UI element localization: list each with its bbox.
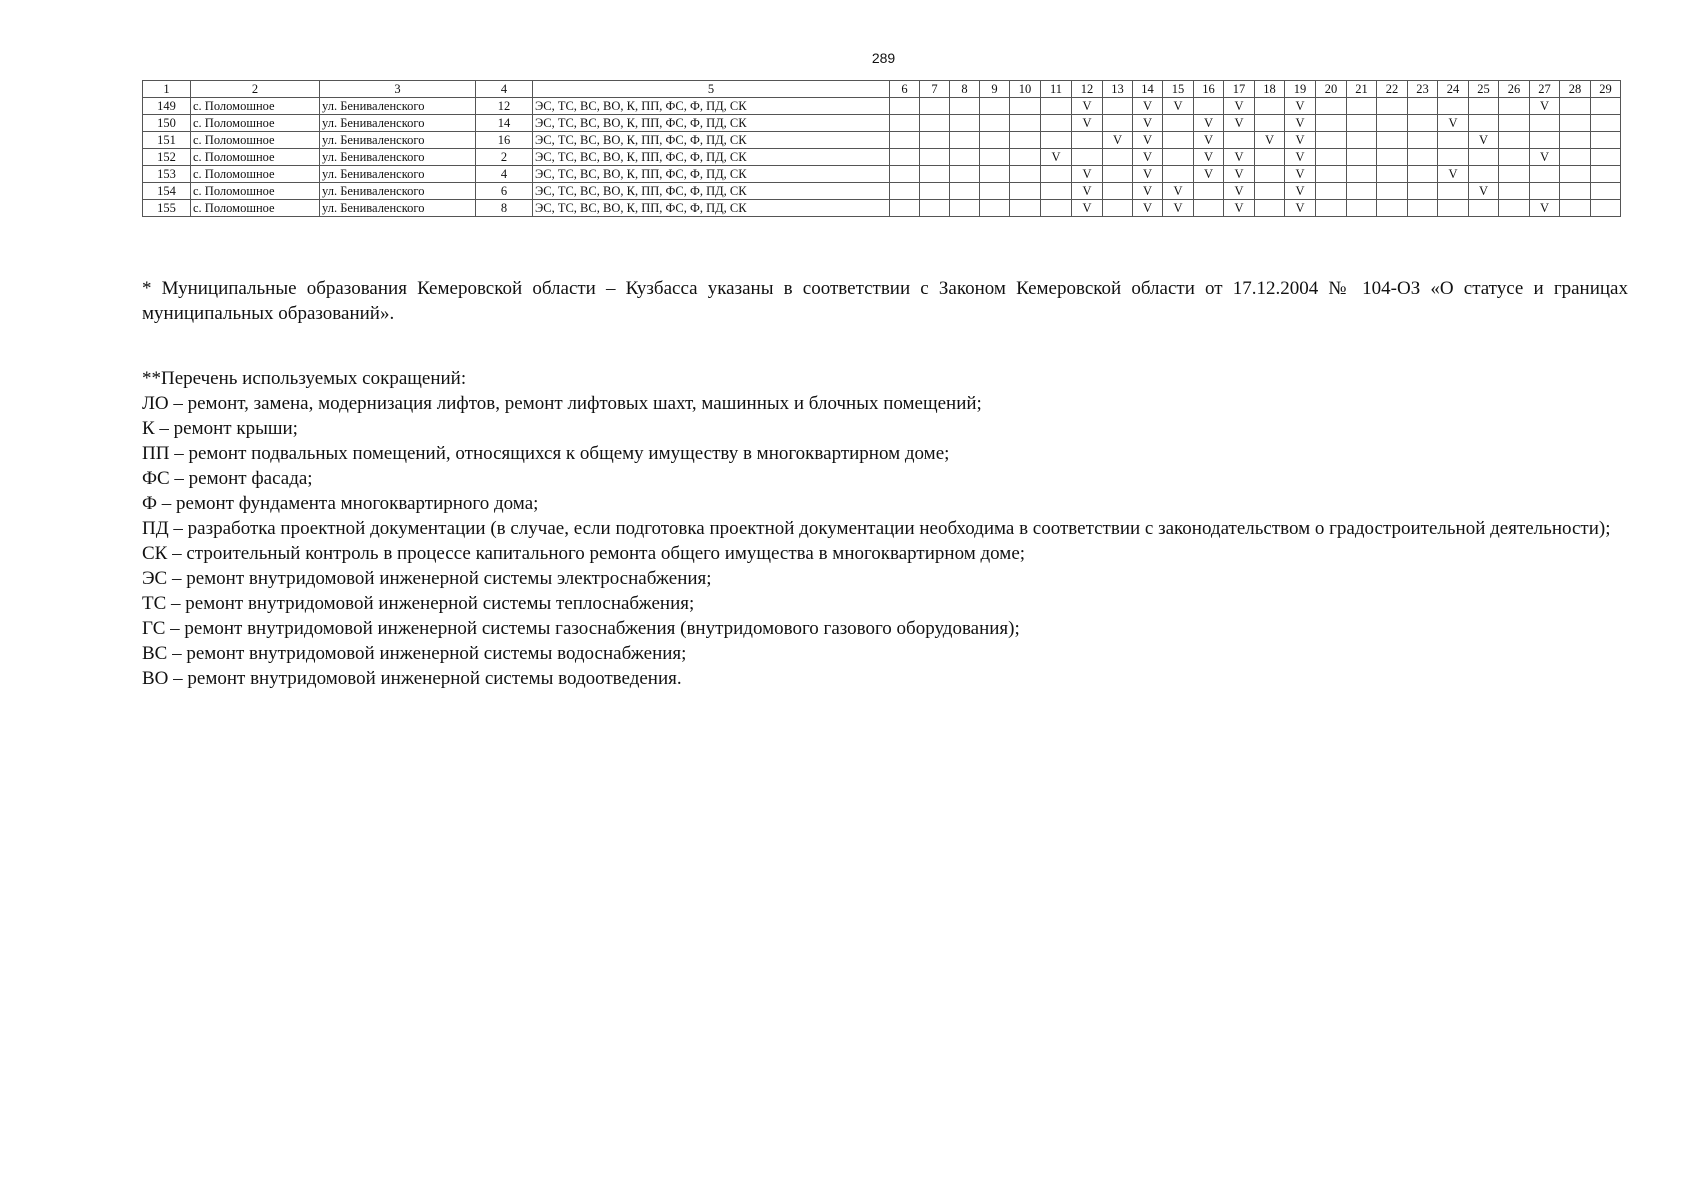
- table-body: [143, 81, 1621, 217]
- mark-cell: [1530, 115, 1560, 132]
- footnote-municipal: [142, 276, 1628, 326]
- house-number-cell: 6: [476, 183, 533, 200]
- header-cell: 5: [533, 81, 890, 98]
- mark-cell: [1591, 166, 1621, 183]
- mark-cell: [1438, 200, 1469, 217]
- mark-cell: [1347, 115, 1377, 132]
- mark-cell: [1163, 149, 1194, 166]
- header-cell: 27: [1530, 81, 1560, 98]
- mark-cell: [1316, 166, 1347, 183]
- table-header-row: [143, 81, 1621, 98]
- house-number-cell: 14: [476, 115, 533, 132]
- mark-cell: [1041, 132, 1072, 149]
- mark-cell: V: [1133, 200, 1163, 217]
- mark-cell: [1347, 166, 1377, 183]
- mark-cell: [1469, 200, 1499, 217]
- mark-cell: [1316, 200, 1347, 217]
- mark-cell: [1103, 166, 1133, 183]
- mark-cell: [1499, 166, 1530, 183]
- mark-cell: V: [1133, 183, 1163, 200]
- works-cell: ЭС, ТС, ВС, ВО, К, ПП, ФС, Ф, ПД, СК: [533, 98, 890, 115]
- header-cell: 28: [1560, 81, 1591, 98]
- abbreviation-item: СК – строительный контроль в процессе капитального ремонта общего имущества в многоквартирном доме;: [142, 543, 1026, 564]
- mark-cell: V: [1194, 132, 1224, 149]
- mark-cell: [1194, 98, 1224, 115]
- works-cell: ЭС, ТС, ВС, ВО, К, ПП, ФС, Ф, ПД, СК: [533, 132, 890, 149]
- mark-cell: [1041, 166, 1072, 183]
- mark-cell: [1347, 98, 1377, 115]
- mark-cell: [890, 98, 920, 115]
- mark-cell: V: [1530, 200, 1560, 217]
- mark-cell: [1377, 98, 1408, 115]
- works-cell: ЭС, ТС, ВС, ВО, К, ПП, ФС, Ф, ПД, СК: [533, 200, 890, 217]
- header-cell: 9: [980, 81, 1010, 98]
- footnote-text: * Муниципальные образования Кемеровской области – Кузбасса указаны в соответствии с Законом Кемеровской области от 17.12.2004 № 104-ОЗ «О статусе и границах муниципальных образований».: [142, 278, 1628, 324]
- mark-cell: [1103, 200, 1133, 217]
- page-number: 289: [871, 50, 896, 66]
- row-number-cell: 152: [143, 149, 191, 166]
- mark-cell: V: [1285, 98, 1316, 115]
- row-number-cell: 149: [143, 98, 191, 115]
- table-row: [143, 149, 1621, 166]
- mark-cell: [1499, 200, 1530, 217]
- table-row: [143, 98, 1621, 115]
- mark-cell: V: [1041, 149, 1072, 166]
- abbreviation-item: ЭС – ремонт внутридомовой инженерной системы электроснабжения;: [142, 568, 712, 589]
- mark-cell: [1469, 115, 1499, 132]
- mark-cell: [1347, 200, 1377, 217]
- mark-cell: V: [1255, 132, 1285, 149]
- mark-cell: [950, 183, 980, 200]
- abbreviation-item: Ф – ремонт фундамента многоквартирного дома;: [142, 493, 539, 514]
- header-cell: 3: [320, 81, 476, 98]
- abbreviation-item: ПД – разработка проектной документации (в случае, если подготовка проектной документации необходима в соответствии с законодательством о градостроительной деятельности);: [142, 518, 1611, 539]
- mark-cell: [1224, 132, 1255, 149]
- abbreviation-item: ПП – ремонт подвальных помещений, относящихся к общему имуществу в многоквартирном доме;: [142, 443, 950, 464]
- mark-cell: [1010, 98, 1041, 115]
- mark-cell: V: [1285, 115, 1316, 132]
- header-cell: 10: [1010, 81, 1041, 98]
- mark-cell: [1072, 149, 1103, 166]
- header-cell: 29: [1591, 81, 1621, 98]
- mark-cell: [1255, 115, 1285, 132]
- works-cell: ЭС, ТС, ВС, ВО, К, ПП, ФС, Ф, ПД, СК: [533, 166, 890, 183]
- street-cell: ул. Бениваленского: [320, 183, 476, 200]
- mark-cell: [1103, 183, 1133, 200]
- mark-cell: V: [1194, 166, 1224, 183]
- mark-cell: [1560, 200, 1591, 217]
- header-cell: 25: [1469, 81, 1499, 98]
- mark-cell: [890, 115, 920, 132]
- mark-cell: V: [1072, 183, 1103, 200]
- mark-cell: V: [1194, 115, 1224, 132]
- mark-cell: V: [1133, 115, 1163, 132]
- header-cell: 7: [920, 81, 950, 98]
- mark-cell: [950, 132, 980, 149]
- table-row: [143, 200, 1621, 217]
- mark-cell: [1499, 98, 1530, 115]
- mark-cell: [1041, 98, 1072, 115]
- mark-cell: V: [1072, 166, 1103, 183]
- mark-cell: [1041, 115, 1072, 132]
- mark-cell: [1591, 132, 1621, 149]
- mark-cell: [1377, 200, 1408, 217]
- mark-cell: [920, 98, 950, 115]
- mark-cell: [1560, 149, 1591, 166]
- mark-cell: [1103, 149, 1133, 166]
- mark-cell: [950, 200, 980, 217]
- row-number-cell: 155: [143, 200, 191, 217]
- street-cell: ул. Бениваленского: [320, 149, 476, 166]
- mark-cell: [1041, 200, 1072, 217]
- house-number-cell: 4: [476, 166, 533, 183]
- mark-cell: [1438, 132, 1469, 149]
- mark-cell: [1469, 149, 1499, 166]
- mark-cell: V: [1133, 149, 1163, 166]
- abbreviation-item: ЛО – ремонт, замена, модернизация лифтов, ремонт лифтовых шахт, машинных и блочных помещений;: [142, 393, 982, 414]
- mark-cell: [1499, 183, 1530, 200]
- mark-cell: [1591, 115, 1621, 132]
- mark-cell: V: [1285, 200, 1316, 217]
- settlement-cell: с. Поломошное: [191, 98, 320, 115]
- mark-cell: [1591, 149, 1621, 166]
- mark-cell: [1377, 183, 1408, 200]
- mark-cell: V: [1163, 98, 1194, 115]
- mark-cell: [1408, 115, 1438, 132]
- street-cell: ул. Бениваленского: [320, 98, 476, 115]
- mark-cell: [980, 149, 1010, 166]
- mark-cell: [980, 132, 1010, 149]
- mark-cell: V: [1163, 183, 1194, 200]
- mark-cell: [1560, 98, 1591, 115]
- mark-cell: V: [1285, 166, 1316, 183]
- header-cell: 2: [191, 81, 320, 98]
- mark-cell: V: [1285, 183, 1316, 200]
- works-cell: ЭС, ТС, ВС, ВО, К, ПП, ФС, Ф, ПД, СК: [533, 183, 890, 200]
- row-number-cell: 153: [143, 166, 191, 183]
- mark-cell: V: [1224, 166, 1255, 183]
- mark-cell: [1347, 149, 1377, 166]
- mark-cell: V: [1438, 166, 1469, 183]
- mark-cell: [1560, 115, 1591, 132]
- mark-cell: V: [1103, 132, 1133, 149]
- mark-cell: [1591, 183, 1621, 200]
- mark-cell: [980, 166, 1010, 183]
- mark-cell: [1316, 132, 1347, 149]
- mark-cell: [1377, 115, 1408, 132]
- mark-cell: [1072, 132, 1103, 149]
- mark-cell: [950, 115, 980, 132]
- mark-cell: V: [1224, 149, 1255, 166]
- mark-cell: [1438, 98, 1469, 115]
- mark-cell: [920, 115, 950, 132]
- settlement-cell: с. Поломошное: [191, 166, 320, 183]
- mark-cell: [920, 149, 950, 166]
- mark-cell: [950, 98, 980, 115]
- abbreviation-item: ВС – ремонт внутридомовой инженерной системы водоснабжения;: [142, 643, 687, 664]
- header-cell: 17: [1224, 81, 1255, 98]
- mark-cell: [1163, 166, 1194, 183]
- header-cell: 23: [1408, 81, 1438, 98]
- table-row: [143, 183, 1621, 200]
- header-cell: 22: [1377, 81, 1408, 98]
- mark-cell: V: [1285, 149, 1316, 166]
- header-cell: 1: [143, 81, 191, 98]
- mark-cell: V: [1530, 149, 1560, 166]
- street-cell: ул. Бениваленского: [320, 200, 476, 217]
- mark-cell: [1010, 149, 1041, 166]
- mark-cell: [1163, 115, 1194, 132]
- mark-cell: [980, 183, 1010, 200]
- mark-cell: [1347, 132, 1377, 149]
- house-number-cell: 2: [476, 149, 533, 166]
- mark-cell: [1316, 149, 1347, 166]
- settlement-cell: с. Поломошное: [191, 200, 320, 217]
- mark-cell: V: [1133, 132, 1163, 149]
- mark-cell: [950, 149, 980, 166]
- abbreviation-item: ВО – ремонт внутридомовой инженерной системы водоотведения.: [142, 668, 682, 689]
- mark-cell: [920, 132, 950, 149]
- mark-cell: [1530, 183, 1560, 200]
- mark-cell: [1377, 132, 1408, 149]
- mark-cell: [1438, 183, 1469, 200]
- mark-cell: V: [1133, 98, 1163, 115]
- header-cell: 16: [1194, 81, 1224, 98]
- mark-cell: V: [1072, 98, 1103, 115]
- mark-cell: [1469, 98, 1499, 115]
- mark-cell: [1408, 166, 1438, 183]
- header-cell: 18: [1255, 81, 1285, 98]
- header-cell: 14: [1133, 81, 1163, 98]
- mark-cell: [1041, 183, 1072, 200]
- mark-cell: [890, 200, 920, 217]
- row-number-cell: 151: [143, 132, 191, 149]
- mark-cell: [1438, 149, 1469, 166]
- settlement-cell: с. Поломошное: [191, 132, 320, 149]
- header-cell: 4: [476, 81, 533, 98]
- abbreviations-title: **Перечень используемых сокращений:: [142, 368, 467, 389]
- mark-cell: [1163, 132, 1194, 149]
- mark-cell: [890, 166, 920, 183]
- mark-cell: [1194, 200, 1224, 217]
- mark-cell: [920, 200, 950, 217]
- mark-cell: [980, 115, 1010, 132]
- mark-cell: [1347, 183, 1377, 200]
- mark-cell: V: [1072, 200, 1103, 217]
- mark-cell: [980, 200, 1010, 217]
- works-cell: ЭС, ТС, ВС, ВО, К, ПП, ФС, Ф, ПД, СК: [533, 149, 890, 166]
- mark-cell: [1408, 149, 1438, 166]
- abbreviations-items: [142, 391, 1628, 691]
- mark-cell: [1408, 183, 1438, 200]
- settlement-cell: с. Поломошное: [191, 115, 320, 132]
- settlement-cell: с. Поломошное: [191, 183, 320, 200]
- row-number-cell: 154: [143, 183, 191, 200]
- mark-cell: V: [1224, 98, 1255, 115]
- mark-cell: V: [1438, 115, 1469, 132]
- abbreviation-item: ТС – ремонт внутридомовой инженерной системы теплоснабжения;: [142, 593, 695, 614]
- mark-cell: [1591, 98, 1621, 115]
- table-row: [143, 115, 1621, 132]
- mark-cell: [1010, 166, 1041, 183]
- mark-cell: [1377, 166, 1408, 183]
- street-cell: ул. Бениваленского: [320, 132, 476, 149]
- mark-cell: [1103, 98, 1133, 115]
- mark-cell: [1010, 115, 1041, 132]
- mark-cell: [980, 98, 1010, 115]
- header-cell: 6: [890, 81, 920, 98]
- mark-cell: [1560, 166, 1591, 183]
- mark-cell: [1316, 183, 1347, 200]
- mark-cell: [1408, 200, 1438, 217]
- header-cell: 19: [1285, 81, 1316, 98]
- mark-cell: [1530, 166, 1560, 183]
- mark-cell: [1560, 132, 1591, 149]
- mark-cell: [920, 166, 950, 183]
- mark-cell: V: [1194, 149, 1224, 166]
- abbreviation-item: ФС – ремонт фасада;: [142, 468, 313, 489]
- mark-cell: [1010, 200, 1041, 217]
- mark-cell: [1530, 132, 1560, 149]
- mark-cell: [1377, 149, 1408, 166]
- street-cell: ул. Бениваленского: [320, 115, 476, 132]
- header-cell: 13: [1103, 81, 1133, 98]
- table-row: [143, 166, 1621, 183]
- header-cell: 15: [1163, 81, 1194, 98]
- mark-cell: [1255, 98, 1285, 115]
- mark-cell: [1499, 115, 1530, 132]
- house-number-cell: 16: [476, 132, 533, 149]
- settlement-cell: с. Поломошное: [191, 149, 320, 166]
- mark-cell: [1255, 166, 1285, 183]
- header-cell: 12: [1072, 81, 1103, 98]
- mark-cell: V: [1072, 115, 1103, 132]
- mark-cell: [890, 183, 920, 200]
- mark-cell: V: [1133, 166, 1163, 183]
- mark-cell: [1316, 98, 1347, 115]
- mark-cell: V: [1224, 183, 1255, 200]
- mark-cell: [1408, 132, 1438, 149]
- header-cell: 21: [1347, 81, 1377, 98]
- mark-cell: [1010, 183, 1041, 200]
- mark-cell: [1499, 149, 1530, 166]
- mark-cell: V: [1530, 98, 1560, 115]
- mark-cell: [1255, 183, 1285, 200]
- header-cell: 20: [1316, 81, 1347, 98]
- mark-cell: [1316, 115, 1347, 132]
- abbreviation-item: ГС – ремонт внутридомовой инженерной системы газоснабжения (внутридомового газового оборудования);: [142, 618, 1020, 639]
- mark-cell: [1010, 132, 1041, 149]
- mark-cell: [1103, 115, 1133, 132]
- mark-cell: [1255, 200, 1285, 217]
- abbreviations-list: [142, 366, 1628, 691]
- mark-cell: [1499, 132, 1530, 149]
- mark-cell: [1255, 149, 1285, 166]
- mark-cell: [1469, 166, 1499, 183]
- abbreviation-item: К – ремонт крыши;: [142, 418, 298, 439]
- mark-cell: [1560, 183, 1591, 200]
- mark-cell: V: [1469, 132, 1499, 149]
- header-cell: 8: [950, 81, 980, 98]
- mark-cell: [950, 166, 980, 183]
- mark-cell: [1408, 98, 1438, 115]
- mark-cell: V: [1285, 132, 1316, 149]
- works-table: [142, 80, 1621, 217]
- mark-cell: [920, 183, 950, 200]
- row-number-cell: 150: [143, 115, 191, 132]
- mark-cell: [890, 132, 920, 149]
- mark-cell: [1591, 200, 1621, 217]
- header-cell: 24: [1438, 81, 1469, 98]
- mark-cell: V: [1163, 200, 1194, 217]
- mark-cell: V: [1224, 200, 1255, 217]
- header-cell: 26: [1499, 81, 1530, 98]
- mark-cell: V: [1224, 115, 1255, 132]
- mark-cell: [890, 149, 920, 166]
- works-cell: ЭС, ТС, ВС, ВО, К, ПП, ФС, Ф, ПД, СК: [533, 115, 890, 132]
- header-cell: 11: [1041, 81, 1072, 98]
- house-number-cell: 12: [476, 98, 533, 115]
- table-row: [143, 132, 1621, 149]
- street-cell: ул. Бениваленского: [320, 166, 476, 183]
- house-number-cell: 8: [476, 200, 533, 217]
- mark-cell: V: [1469, 183, 1499, 200]
- mark-cell: [1194, 183, 1224, 200]
